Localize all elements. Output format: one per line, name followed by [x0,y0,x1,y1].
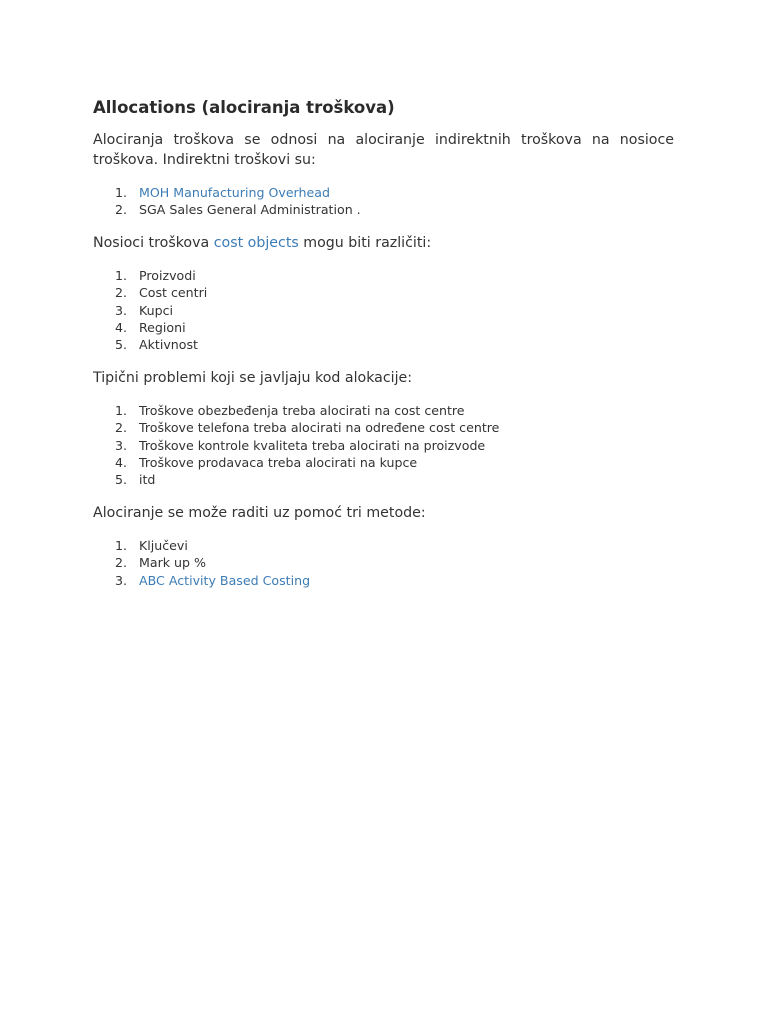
list-number: 2. [115,555,128,571]
list-item [93,319,674,336]
page-title: Allocations (alociranja troškova) [93,98,395,117]
list-number: 4. [115,320,128,336]
list-item [93,471,674,488]
list-item-text: Proizvodi [139,267,196,283]
list-number: 1. [115,267,128,283]
indirect-costs-list [93,184,674,219]
problems-list [93,402,674,489]
list-number: 5. [115,472,128,488]
cost-objects-list [93,267,674,354]
list-number: 1. [115,537,128,553]
list-item[interactable] [93,572,674,589]
moh-link[interactable]: MOH Manufacturing Overhead [139,185,330,200]
list-number: 1. [115,402,128,418]
list-number: 4. [115,455,128,471]
methods-list [93,537,674,589]
list-item [93,554,674,571]
intro-paragraph: Alociranja troškova se odnosi na alociranje indirektnih troškova na nosioce troškova. Indirektni troškovi su: [93,132,674,168]
list-item-text: Troškove telefona treba alocirati na određene cost centre [139,420,500,436]
paragraph-text: Nosioci troškova [93,234,214,251]
list-item-text: Troškove kontrole kvaliteta treba alocirati na proizvode [139,437,486,453]
list-number: 3. [115,302,128,318]
list-item-text: Troškove obezbeđenja treba alocirati na cost centre [139,402,465,418]
cost-objects-link[interactable]: cost objects [213,234,299,251]
list-number: 1. [115,185,128,200]
list-item[interactable] [93,184,674,201]
list-number: 2. [115,420,128,436]
list-item [93,336,674,353]
list-item-text: Kupci [139,302,174,318]
list-item-text: SGA Sales General Administration . [139,202,361,218]
methods-paragraph: Alociranje se može raditi uz pomoć tri metode: [93,504,426,521]
list-item-text: Troškove prodavaca treba alocirati na kupce [139,455,418,471]
abc-costing-link[interactable]: ABC Activity Based Costing [139,572,311,588]
problems-paragraph: Tipični problemi koji se javljaju kod alokacije: [93,369,413,386]
list-item [93,537,674,554]
list-number: 3. [115,572,128,588]
list-item [93,402,674,419]
list-item-text: Cost centri [139,285,208,301]
list-number: 5. [115,337,128,353]
list-item [93,267,674,284]
list-number: 2. [115,202,128,218]
list-item [93,302,674,319]
list-item [93,284,674,301]
list-item-text: Mark up % [139,555,207,571]
list-item [93,437,674,454]
list-item-text: itd [139,472,156,488]
paragraph-text: mogu biti različiti: [298,234,432,251]
cost-objects-paragraph [93,233,674,253]
list-item-text: Regioni [139,320,186,336]
list-item-text: Ključevi [139,537,188,553]
list-number: 3. [115,437,128,453]
list-item-text: Aktivnost [139,337,198,353]
list-item [93,201,674,218]
list-number: 2. [115,285,128,301]
list-item [93,419,674,436]
list-item [93,454,674,471]
